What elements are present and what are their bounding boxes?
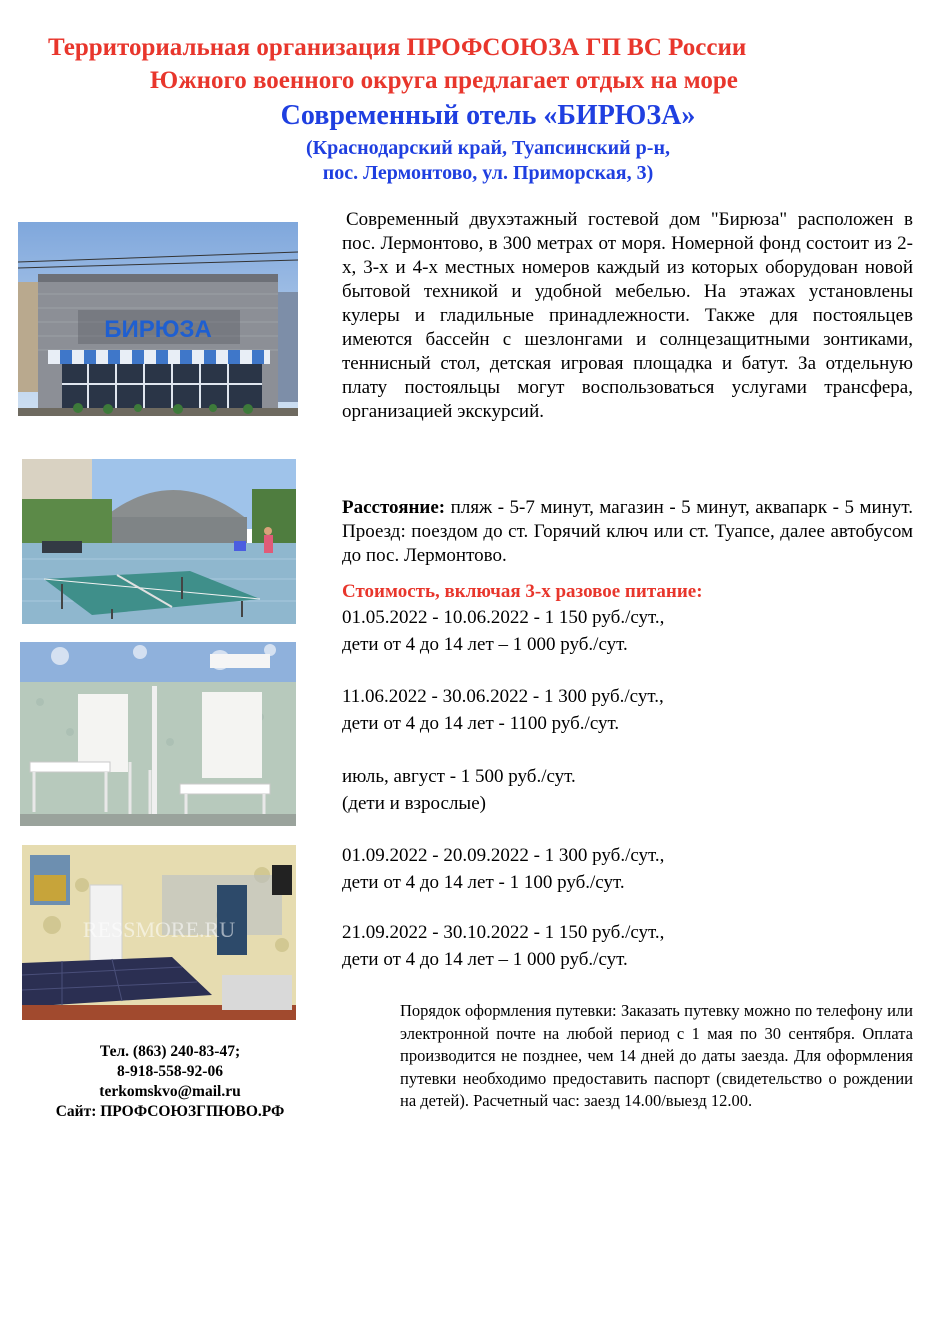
price-period: 21.09.2022 - 30.10.2022 - 1 150 руб./сут., xyxy=(342,922,665,943)
price-block xyxy=(342,683,664,737)
price-period: 11.06.2022 - 30.06.2022 - 1 300 руб./сут., xyxy=(342,686,664,707)
cost-title: Стоимость, включая 3-х разовое питание: xyxy=(342,581,703,602)
price-children: дети от 4 до 14 лет - 1100 руб./сут. xyxy=(342,713,620,734)
price-block xyxy=(342,842,664,896)
price-block xyxy=(342,919,664,973)
price-period: 01.09.2022 - 20.09.2022 - 1 300 руб./сут., xyxy=(342,845,665,866)
bedroom-photo xyxy=(22,845,296,1020)
price-children: дети от 4 до 14 лет – 1 000 руб./сут. xyxy=(342,634,628,655)
header-title-line2: Южного военного округа предлагает отдых на море xyxy=(150,67,738,94)
dining-room-photo xyxy=(20,642,296,826)
hotel-facade-photo xyxy=(18,222,298,416)
hotel-address-line1: (Краснодарский край, Туапсинский р-н, xyxy=(306,137,670,159)
hotel-address-line2: пос. Лермонтово, ул. Приморская, 3) xyxy=(322,162,654,184)
hotel-name: Современный отель «БИРЮЗА» xyxy=(280,100,696,131)
contact-email[interactable]: terkomskvo@mail.ru xyxy=(99,1083,241,1100)
contacts-block xyxy=(20,1042,320,1122)
booking-procedure: Порядок оформления путевки: Заказать путевку можно по телефону или электронной почте на любой период с 1 мая по 30 сентября. Оплата производится не позднее, чем 14 дней до даты заезда. Для оформления путевки необходимо предоставить паспорт (свидетельство о рождении на детей). Расчетный час: заезд 14.00/выезд 12.00. xyxy=(400,1001,913,1110)
contact-phone[interactable]: Тел. (863) 240-83-47; xyxy=(99,1043,241,1060)
facade-sign-text: БИРЮЗА xyxy=(104,316,212,343)
price-children: (дети и взрослые) xyxy=(342,793,486,814)
price-block xyxy=(342,604,664,658)
distance-info xyxy=(342,496,913,568)
contact-mobile[interactable]: 8-918-558-92-06 xyxy=(117,1063,223,1080)
price-period: июль, август - 1 500 руб./сут. xyxy=(342,766,576,787)
price-period: 01.05.2022 - 10.06.2022 - 1 150 руб./сут., xyxy=(342,607,665,628)
header-title-line1: Территориальная организация ПРОФСОЮЗА ГП ВС России xyxy=(48,34,747,61)
bedroom-watermark: RESSMORE.RU xyxy=(82,917,236,942)
contact-website[interactable]: Сайт: ПРОФСОЮЗГПЮВО.РФ xyxy=(55,1103,285,1120)
price-children: дети от 4 до 14 лет – 1 000 руб./сут. xyxy=(342,949,628,970)
distance-text: пляж - 5-7 минут, магазин - 5 минут, аквапарк - 5 минут. Проезд: поездом до ст. Горячий ключ или ст. Туапсе, далее автобусом до пос. Лермонтово. xyxy=(342,497,913,566)
hotel-description: Современный двухэтажный гостевой дом "Бирюза" расположен в пос. Лермонтово, в 300 метрах от моря. Номерной фонд состоит из 2-х, 3-х и 4-х местных номеров каждый из которых оборудован новой бытовой техникой и удобной мебелью. На этажах установлены кулеры и гладильные принадлежности. Также для постояльцев имеются бассейн с шезлонгами и солнцезащитными зонтиками, теннисный стол, детская игровая площадка и батут. За отдельную плату постояльцы могут воспользоваться услугами трансфера, организацией экскурсий. xyxy=(342,209,913,422)
tennis-courtyard-photo xyxy=(22,459,296,624)
price-block xyxy=(342,763,576,817)
price-children: дети от 4 до 14 лет - 1 100 руб./сут. xyxy=(342,872,625,893)
distance-label: Расстояние: xyxy=(342,497,446,518)
